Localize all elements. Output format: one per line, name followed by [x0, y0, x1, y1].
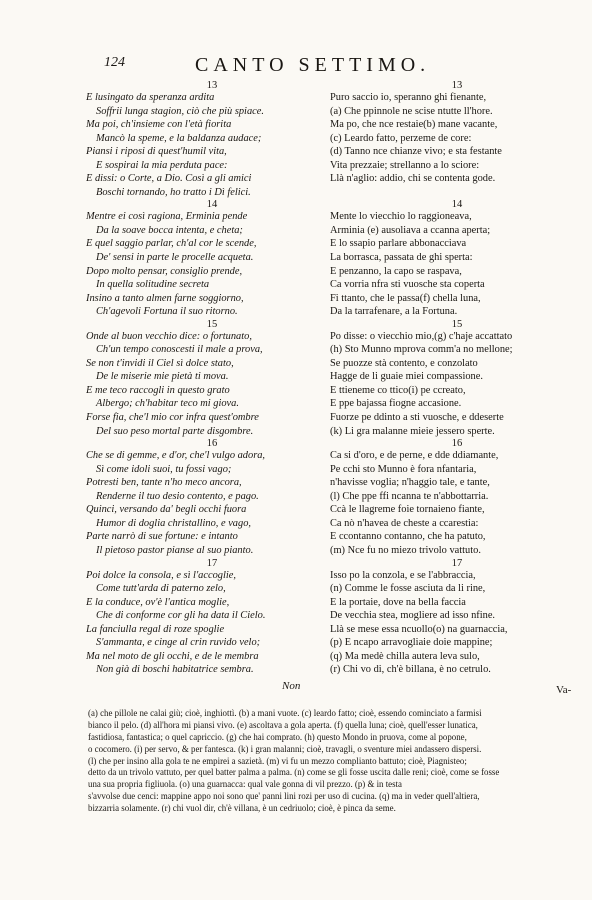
verse-line: Ma poi, ch'insieme con l'età fiorita: [86, 119, 232, 131]
verse-line: Parte narrò di sue fortune: e intanto: [86, 531, 238, 543]
verse-line: n'havisse voglia; n'haggio tale, e tante,: [330, 477, 490, 489]
page-number: 124: [104, 55, 125, 70]
neapolitan-stanza: [330, 558, 584, 677]
verse-line: Po disse: o viecchio mio,(g) c'haje accattato: [330, 330, 513, 342]
italian-stanza: [86, 80, 338, 199]
running-title: CANTO SETTIMO.: [195, 54, 431, 76]
verse-line: E ppe bajassa fiogne accasione.: [330, 398, 462, 410]
verse-line: (c) Leardo fatto, perzeme de core:: [330, 132, 472, 144]
verse-line: (k) Li gra malanne mieie jessero sperte.: [330, 425, 495, 437]
verse-line: (d) Tanno nce chianze vivo; e sta festante: [330, 146, 502, 158]
verse-line: La fanciulla regal di roze spoglie: [86, 623, 225, 635]
catchword-right: Va-: [556, 684, 572, 696]
stanza-number: 15: [451, 318, 463, 330]
verse-line: E la conduce, ov'è l'antica moglie,: [86, 596, 230, 608]
footnote-line: (l) che per insino alla gola te ne empirei a sazietà. (m) vi fu un mezzo complianto battuto; cioè, Piagnisteo;: [88, 755, 467, 766]
neapolitan-stanza: [330, 199, 584, 318]
verse-line: De le miserie mie pietà ti mova.: [96, 371, 229, 383]
verse-line: Llà se mese essa ncuollo(o) na guarnaccia,: [330, 623, 508, 635]
verse-line: Albergo; ch'habitar teco mi giova.: [96, 398, 239, 410]
verse-line: Che di conforme cor gli ha data il Cielo.: [96, 610, 266, 622]
stanza-number: 16: [206, 438, 218, 450]
verse-line: E sospirai la mia perduta pace:: [96, 159, 228, 171]
footnote-line: bizzarria solamente. (r) chi vuol dir, ch'è villana, è un cedriuolo; cioè, è pinca da seme.: [88, 803, 396, 814]
verse-line: De' sensi in parte le procelle acqueta.: [96, 252, 254, 264]
stanza-number: 13: [206, 80, 218, 91]
verse-line: Del suo peso mortal parte disgombre.: [96, 425, 254, 437]
verse-line: S'ammanta, e cinge al crin ruvido velo;: [96, 637, 261, 649]
footnote-line: o cocomero. (i) per servo, & per fantesca. (k) i gran malanni; cioè, travagli, o sventure miei andassero dispersi.: [88, 743, 482, 754]
stanza-number: 14: [451, 199, 463, 211]
footnote-line: una sua propria figliuola. (o) una guarnacca: qual vale gonna di vil prezzo. (p) & in testa: [88, 779, 402, 790]
verse-line: E quel saggio parlar, ch'al cor le scende,: [86, 238, 257, 250]
verse-line: In quella solitudine secreta: [96, 279, 210, 291]
verse-line: Hagge de li guaie miei compassione.: [330, 371, 483, 383]
verse-line: Fi ttanto, che le passa(f) chella luna,: [330, 292, 481, 304]
verse-line: Renderne il tuo desio contento, e pago.: [96, 490, 259, 502]
footnote-line: fastidiosa, fantastica; o quel capriccio. (g) che hai comprato. (h) questo Mondo in pruova, come al popone,: [88, 731, 467, 742]
verse-line: Ch'agevoli Fortuna il suo ritorno.: [96, 306, 238, 318]
verse-line: Soffrii lunga stagion, ciò che più spiace.: [96, 105, 264, 117]
verse-line: Ca nò n'havea de cheste a ccarestia:: [330, 517, 479, 529]
verse-line: Fuorze pe ddinto a sti vuosche, e ddeserte: [330, 412, 504, 424]
verse-line: Mancò la speme, e la baldanza audace;: [96, 132, 262, 144]
footnote-line: detto da un trivolo vattuto, per quel batter palma a palma. (n) come se gli fosse uscita dalle reni; cioè, come se fosse: [88, 767, 500, 778]
footnote-line: bianco il pelo. (d) all'hora mi piansi vivo. (e) ascoltava a gola aperta. (f) quella luna; cioè, quell'esser lunatica,: [88, 719, 478, 730]
stanza-number: 16: [451, 438, 463, 450]
verse-line: E ccontanno contanno, che ha patuto,: [330, 531, 486, 543]
verse-line: (n) Comme le fosse asciuta da li rine,: [330, 583, 486, 595]
stanza-number: 15: [206, 318, 218, 330]
verse-line: Insino a tanto almen farne soggiorno,: [86, 292, 244, 304]
neapolitan-stanza: [330, 438, 584, 557]
stanza-number: 14: [206, 199, 218, 211]
verse-line: La borrasca, passata de ghi sperta:: [330, 252, 473, 264]
verse-line: (h) Sto Munno mprova comm'a no mellone;: [330, 344, 513, 356]
verse-line: (m) Nce fu no miezo trivolo vattuto.: [330, 544, 481, 556]
verse-line: (a) Che ppinnole ne scise ntutte ll'hore.: [330, 105, 493, 117]
neapolitan-stanza: [330, 80, 584, 199]
verse-line: Ma po, che nce restaie(b) mane vacante,: [330, 119, 498, 131]
verse-line: Quinci, versando da' begli occhi fuora: [86, 504, 247, 516]
verse-line: (l) Che ppe ffi ncanna te n'abbottarria.: [330, 490, 489, 502]
verse-line: Come tutt'arda di paterno zelo,: [96, 583, 226, 595]
verse-line: Che se di gemme, e d'or, che'l vulgo adora,: [86, 450, 266, 462]
verse-line: Isso po la conzola, e se l'abbraccia,: [330, 569, 476, 581]
italian-stanza: [86, 438, 338, 557]
verse-line: Forse fia, che'l mio cor infra quest'ombre: [86, 412, 259, 424]
verse-line: Ch'un tempo conoscesti il male a prova,: [96, 344, 263, 356]
verse-line: Da la tarrafenare, a la Fortuna.: [330, 306, 458, 318]
verse-line: E lusingato da speranza ardita: [86, 92, 215, 103]
verse-line: Da la soave bocca intenta, e cheta;: [96, 224, 243, 236]
verse-line: Ccà le llagreme foie tornaieno fiante,: [330, 504, 485, 516]
verse-line: Piansi i riposi di quest'humil vita,: [86, 146, 227, 158]
footnotes: [88, 708, 580, 815]
verse-line: Non già di boschi habitatrice sembra.: [96, 664, 254, 676]
verse-line: Ma nel moto de gli occhi, e de le membra: [86, 650, 259, 662]
verse-line: Puro saccio io, speranno ghi fienante,: [330, 92, 487, 103]
verse-line: Poi dolce la consola, e sì l'accoglie,: [86, 569, 236, 581]
stanza-number: 13: [451, 80, 463, 91]
verse-line: Mente lo viecchio lo raggioneava,: [330, 211, 472, 223]
footnote-line: s'avvolse due cenci: mappine appo noi sono que' panni lini rozi per uso di cucina. (q) ma in veder quell'altiera,: [88, 791, 480, 802]
italian-stanza: [86, 319, 338, 438]
verse-line: Sì come idoli suoi, tu fossi vago;: [96, 463, 232, 475]
verse-line: (p) E ncapo arravogliaie doie mappine;: [330, 637, 493, 649]
stanza-number: 17: [206, 557, 218, 569]
verse-line: Onde al buon vecchio dice: o fortunato,: [86, 330, 252, 342]
verse-line: Vita prezzaie; strellanno a lo sciore:: [330, 159, 480, 171]
verse-line: E dissi: o Corte, a Dio. Così a gli amici: [86, 173, 252, 185]
verse-line: Ca vorria nfra sti vuosche sta coperta: [330, 279, 485, 291]
verse-line: E lo ssapio parlare abbonacciava: [330, 238, 467, 250]
verse-line: Potresti ben, tante n'ho meco ancora,: [86, 477, 242, 489]
verse-line: [330, 186, 584, 200]
verse-line: E ttieneme co ttico(i) pe ccreato,: [330, 384, 466, 396]
verse-line: Pe cchi sto Munno è fora nfantaria,: [330, 463, 477, 475]
verse-line: (q) Ma medè chilla autera leva sulo,: [330, 650, 480, 662]
verse-line: E penzanno, la capo se raspava,: [330, 265, 462, 277]
verse-line: E me teco raccogli in questo grato: [86, 384, 230, 396]
verse-line: (r) Chi vo di, ch'è billana, è no cetrulo.: [330, 664, 491, 676]
verse-line: E la portaie, dove na bella faccia: [330, 596, 466, 608]
neapolitan-stanza: [330, 319, 584, 438]
footnote-line: (a) che pillole ne calai giù; cioè, inghiottì. (b) a mani vuote. (c) leardo fatto; cioè, essendo cominciato a farmisi: [88, 708, 482, 718]
stanza-number: 17: [451, 557, 463, 569]
verse-line: Il pietoso pastor pianse al suo pianto.: [96, 544, 254, 556]
verse-line: Llà n'aglio: addio, chi se contenta gode.: [330, 173, 496, 185]
verse-line: Arminia (e) ausoliava a ccanna aperta;: [330, 224, 491, 236]
verse-line: Humor di doglia christallino, e vago,: [96, 517, 251, 529]
verse-line: Dopo molto pensar, consiglio prende,: [86, 265, 243, 277]
italian-stanza: [86, 558, 338, 677]
verse-line: De vecchia stea, mogliere ad isso nfine.: [330, 610, 496, 622]
verse-line: Ca si d'oro, e de perne, e dde ddiamante,: [330, 450, 499, 462]
italian-column: [86, 80, 338, 677]
verse-line: Mentre ei così ragiona, Erminia pende: [86, 211, 248, 223]
italian-stanza: [86, 199, 338, 318]
neapolitan-column: [330, 80, 584, 677]
verse-line: Se non t'invidi il Ciel sì dolce stato,: [86, 357, 234, 369]
verse-line: Boschi tornando, ho tratto i Dì felici.: [96, 186, 251, 198]
verse-line: Se puozze stà contento, e conzolato: [330, 357, 478, 369]
catchword-left: Non: [282, 680, 301, 692]
